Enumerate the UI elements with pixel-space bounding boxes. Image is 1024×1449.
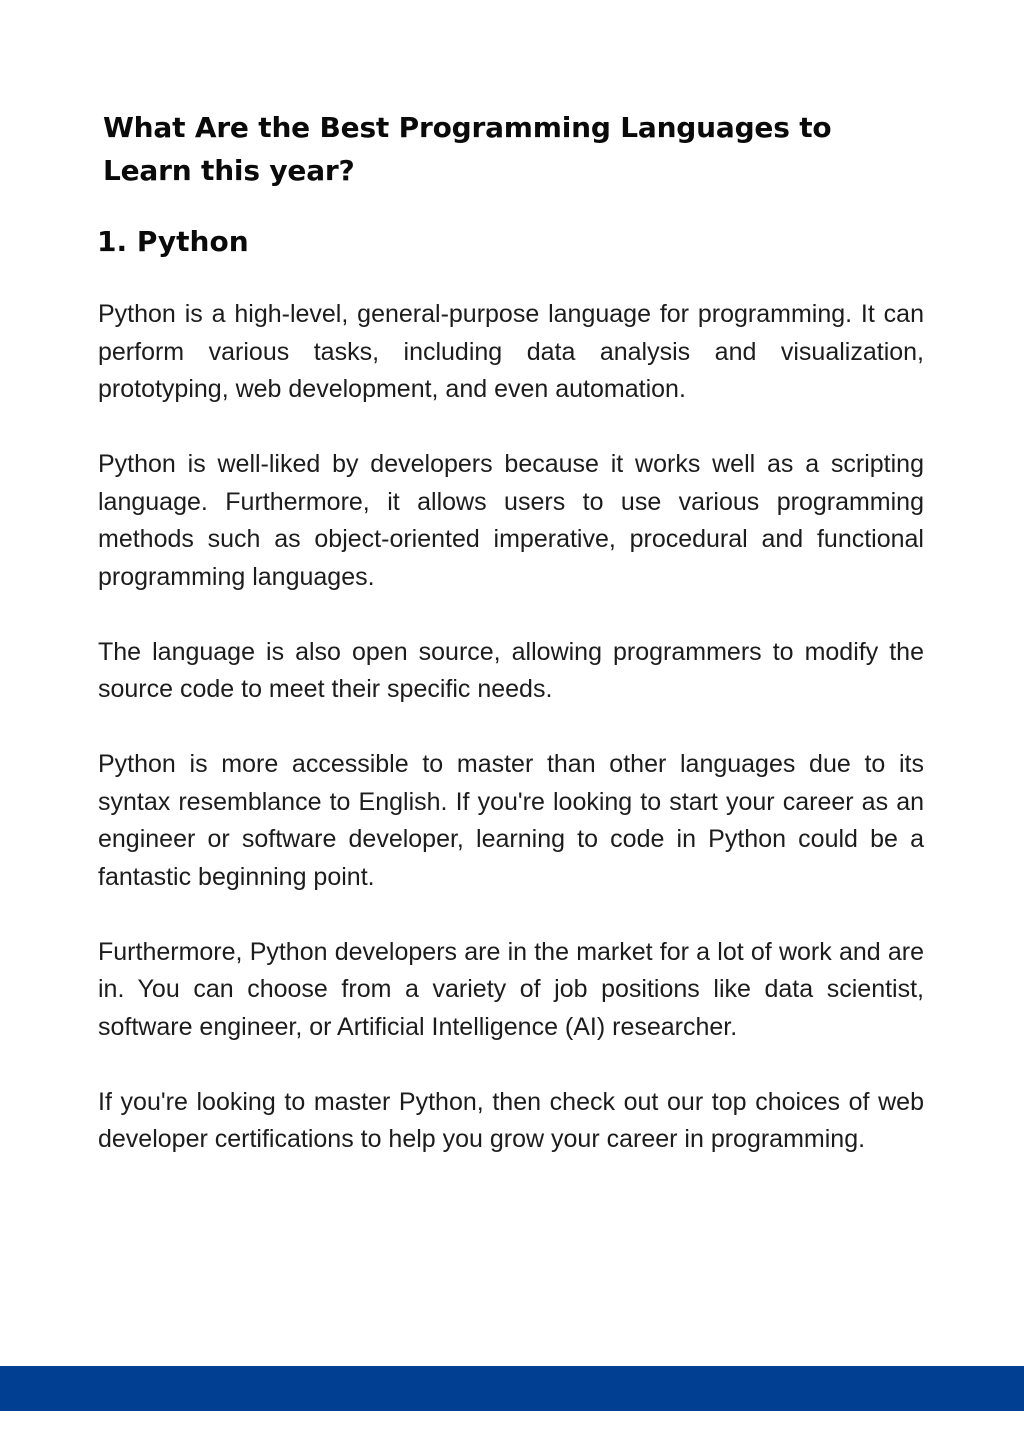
paragraph: Python is well-liked by developers because it works well as a scripting language. Furthermore, it allows users to use various programming methods such as object-oriented imperative, procedural and functional programming languages. xyxy=(98,450,924,591)
footer-bar xyxy=(0,1366,1024,1411)
paragraph: Python is a high-level, general-purpose language for programming. It can perform various tasks, including data analysis and visualization, prototyping, web development, and even automation. xyxy=(98,300,924,403)
body-text xyxy=(98,296,924,1196)
page-title: What Are the Best Programming Languages to Learn this year? xyxy=(103,111,832,187)
paragraph: Python is more accessible to master than other languages due to its syntax resemblance to English. If you're looking to start your career as an engineer or software developer, learning to code in Python could be a fantastic beginning point. xyxy=(98,750,924,891)
paragraph: Furthermore, Python developers are in the market for a lot of work and are in. You can choose from a variety of job positions like data scientist, software engineer, or Artificial Intelligence (AI) researcher. xyxy=(98,937,924,1041)
paragraph: If you're looking to master Python, then check out our top choices of web developer certifications to help you grow your career in programming. xyxy=(98,1087,924,1153)
paragraph: The language is also open source, allowing programmers to modify the source code to meet their specific needs. xyxy=(98,637,924,703)
section-heading-python: 1. Python xyxy=(97,225,249,258)
